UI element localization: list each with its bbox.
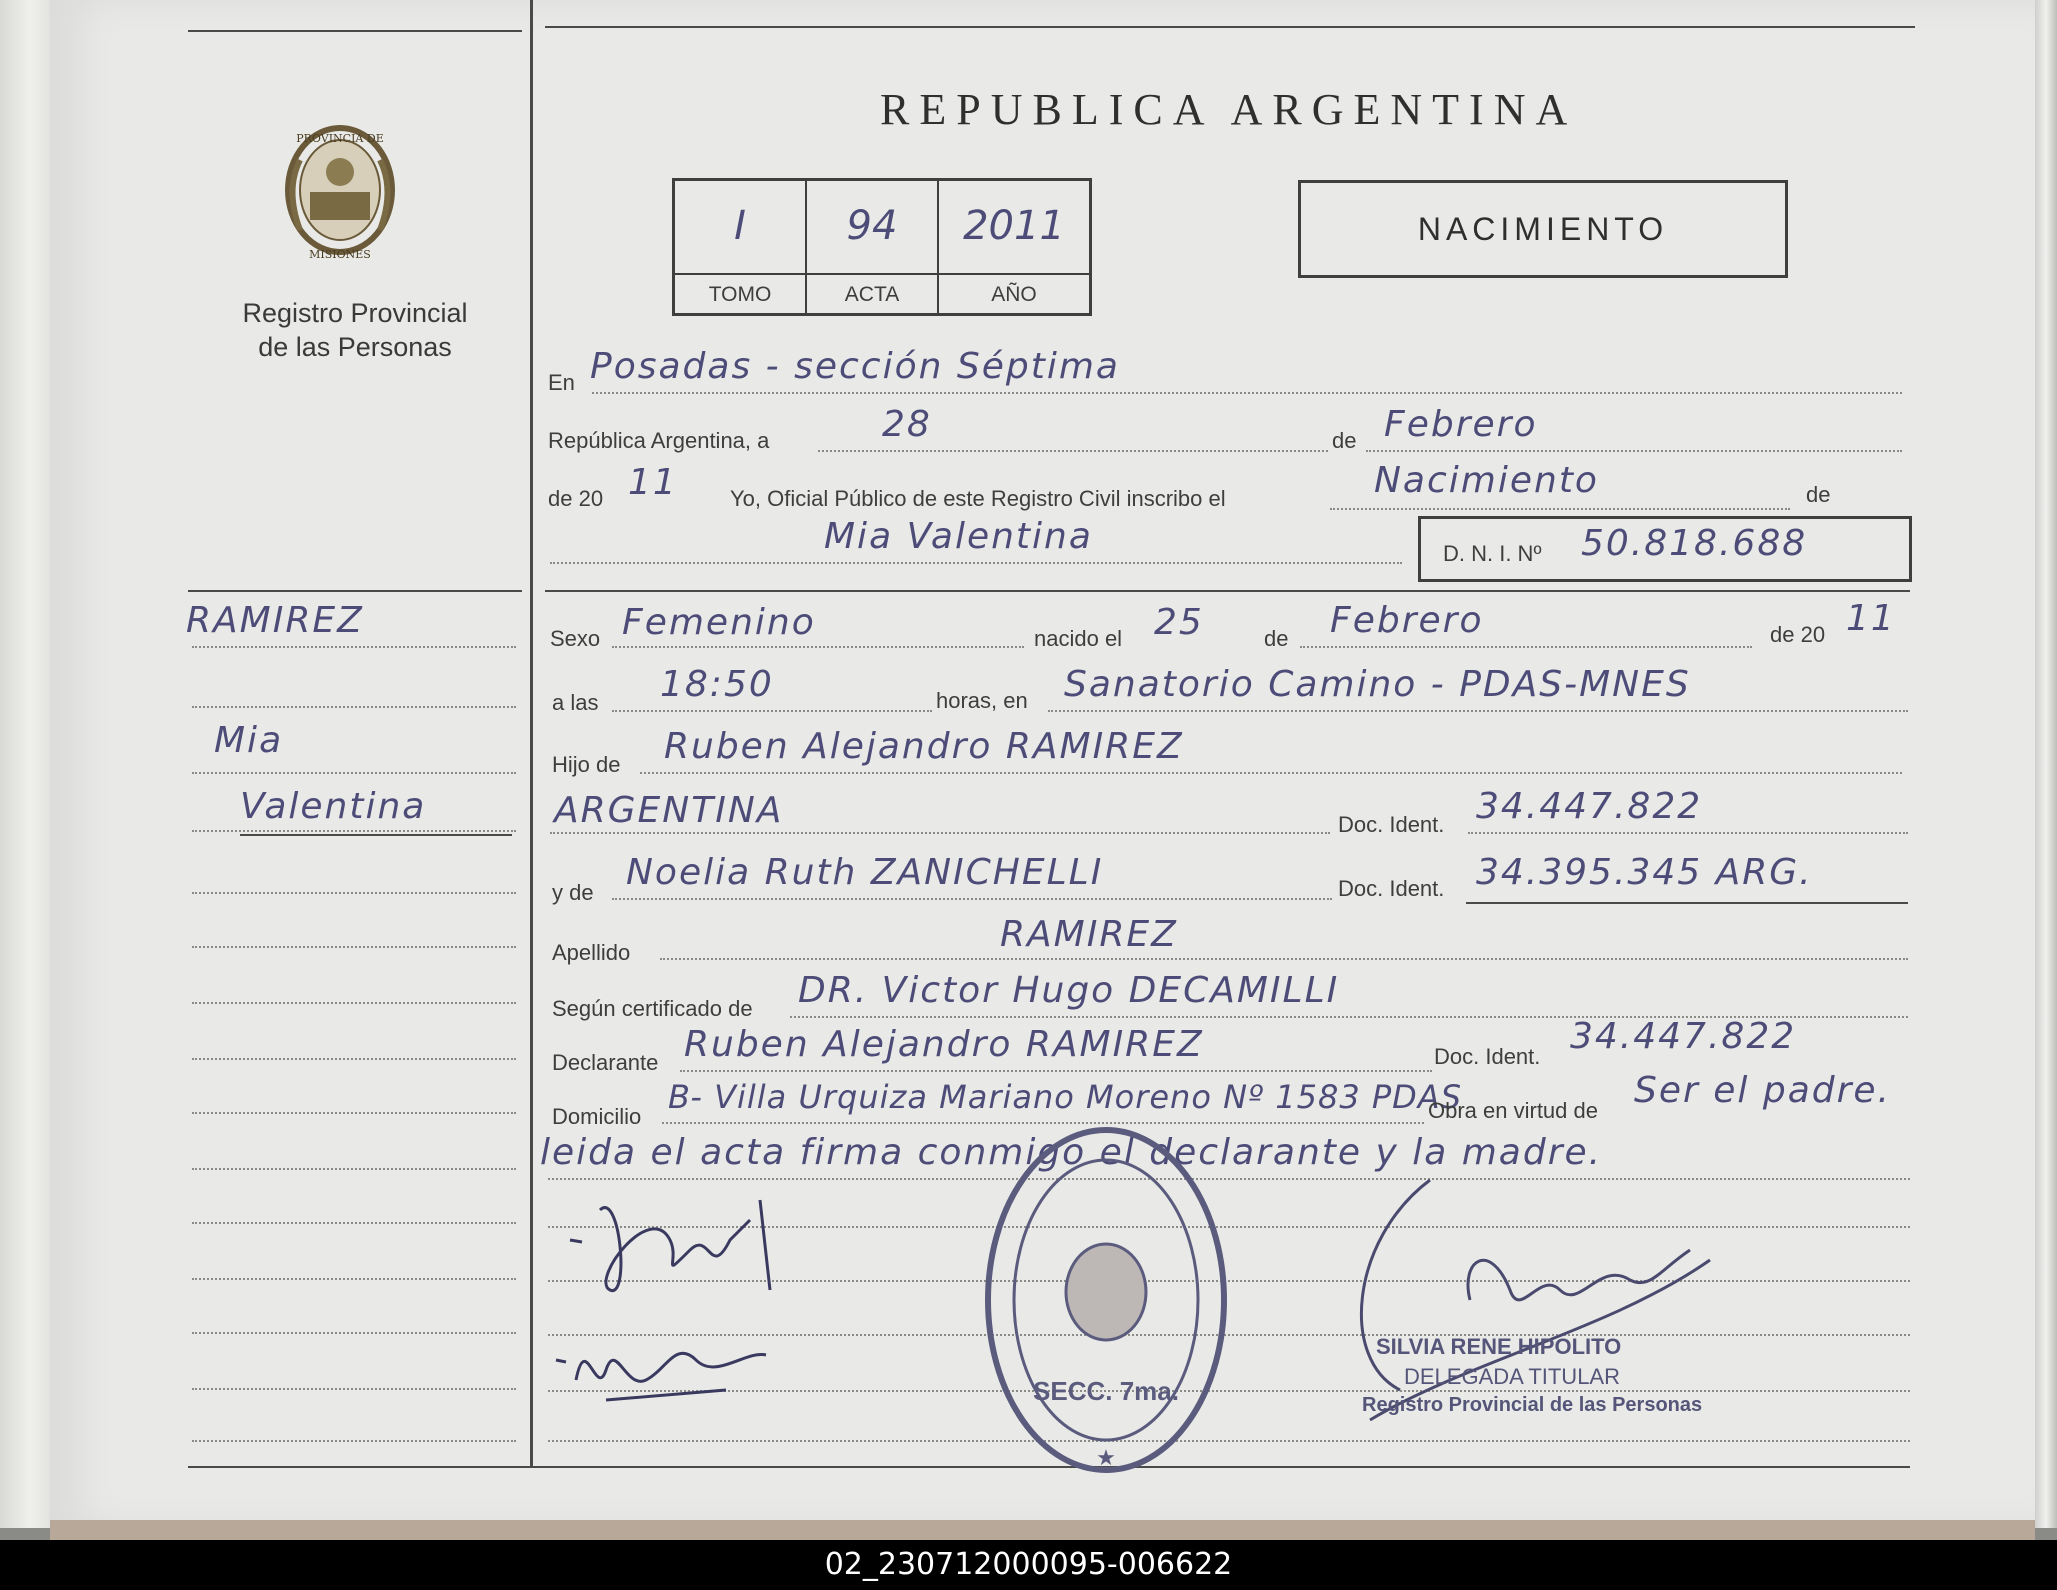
margin-line: [192, 772, 516, 774]
margin-line: [192, 706, 516, 708]
field-line: [1330, 508, 1790, 510]
image-caption: 02_230712000095-006622: [0, 1540, 2057, 1590]
label-domicilio: Domicilio: [552, 1104, 642, 1129]
margin-line: [192, 830, 516, 832]
value-anio-nac: 11: [1846, 598, 1896, 639]
value-dia-nac: 25: [1154, 602, 1204, 643]
ano-value: 2011: [963, 203, 1065, 249]
label-doc-ident-padre: Doc. Ident.: [1338, 812, 1445, 837]
registry-name: [190, 296, 520, 364]
svg-text:★: ★: [1096, 1445, 1116, 1470]
acta-label: ACTA: [807, 273, 939, 315]
label-doc-ident-declarante: Doc. Ident.: [1434, 1044, 1541, 1069]
tomo-value: I: [734, 203, 746, 249]
field-line: [592, 392, 1902, 394]
value-acto: Nacimiento: [1374, 460, 1599, 501]
field-line: [640, 772, 1902, 774]
label-hijo-de: Hijo de: [552, 752, 621, 777]
page-edge: [2035, 0, 2057, 1528]
official-name: SILVIA RENE HIPOLITO: [1376, 1334, 1622, 1359]
margin-line: [192, 646, 516, 648]
margin-name-2: Valentina: [240, 786, 427, 827]
value-apellido: RAMIREZ: [1000, 914, 1178, 955]
value-madre: Noelia Ruth ZANICHELLI: [626, 852, 1104, 893]
label-declarante: Declarante: [552, 1050, 659, 1075]
label-apellido: Apellido: [552, 940, 631, 965]
register-box: [672, 178, 1092, 316]
value-doc-padre: 34.447.822: [1476, 786, 1703, 827]
label-a-las: a las: [552, 690, 599, 715]
label-obra: Obra en virtud de: [1428, 1098, 1598, 1123]
top-rule-right: [545, 26, 1915, 28]
column-divider: [530, 0, 533, 1468]
label-segun: Según certificado de: [552, 996, 753, 1021]
document-type-box: NACIMIENTO: [1298, 180, 1788, 278]
misiones-emblem-icon: [270, 120, 410, 270]
svg-text:PROVINCIA DE: PROVINCIA DE: [296, 132, 384, 145]
official-institution: Registro Provincial de las Personas: [1362, 1394, 1703, 1416]
value-doc-declarante: 34.447.822: [1570, 1016, 1797, 1057]
value-lugar: Posadas - sección Séptima: [590, 346, 1120, 387]
field-line: [550, 562, 1402, 564]
acta-cell: [807, 181, 939, 273]
registry-name-line2: de las Personas: [258, 332, 452, 362]
document-title: REPUBLICA ARGENTINA: [880, 85, 1578, 134]
label-sexo: Sexo: [550, 626, 601, 651]
value-dni: 50.818.688: [1581, 523, 1808, 564]
field-line: [1300, 646, 1752, 648]
value-declarante: Ruben Alejandro RAMIREZ: [684, 1024, 1204, 1065]
margin-line: [192, 1222, 516, 1224]
tomo-cell: [675, 181, 807, 273]
margin-line: [192, 1002, 516, 1004]
value-mes-nac: Febrero: [1330, 600, 1484, 641]
official-role: DELEGADA TITULAR: [1404, 1364, 1620, 1389]
value-domicilio: B- Villa Urquiza Mariano Moreno Nº 1583 PDAS: [668, 1078, 1462, 1116]
label-en: En: [548, 370, 575, 395]
tomo-label: TOMO: [675, 273, 807, 315]
field-line: [680, 1070, 1432, 1072]
margin-line: [192, 1440, 516, 1442]
field-line: [1366, 450, 1902, 452]
margin-line: [192, 1168, 516, 1170]
margin-line: [192, 1112, 516, 1114]
label-dni: D. N. I. Nº: [1443, 541, 1542, 566]
field-underline: [1466, 902, 1908, 904]
label-republica: República Argentina, a: [548, 428, 770, 453]
margin-line: [192, 946, 516, 948]
madre-signature: [546, 1310, 786, 1420]
value-dia: 28: [882, 404, 932, 445]
official-stamp-icon: [976, 1120, 1236, 1480]
top-rule-left: [188, 30, 522, 32]
value-nacionalidad-padre: ARGENTINA: [554, 790, 784, 831]
value-observacion: leida el acta firma conmigo el declarante y la madre.: [540, 1132, 1603, 1173]
value-anio: 11: [628, 462, 678, 503]
ano-cell: [939, 181, 1089, 273]
value-doc-madre: 34.395.345 ARG.: [1476, 852, 1813, 893]
label-doc-ident-madre: Doc. Ident.: [1338, 876, 1445, 901]
value-obra: Ser el padre.: [1634, 1070, 1891, 1111]
value-nombre: Mia Valentina: [824, 516, 1093, 557]
margin-line: [192, 1388, 516, 1390]
label-de20-b: de 20: [1770, 622, 1826, 647]
value-sexo: Femenino: [622, 602, 816, 643]
declarante-signature: [560, 1180, 800, 1310]
label-de20: de 20: [548, 486, 604, 511]
field-line: [612, 646, 1024, 648]
left-section-rule: [188, 590, 522, 592]
value-mes: Febrero: [1384, 404, 1538, 445]
field-line: [660, 958, 1908, 960]
label-de-3: de: [1264, 626, 1289, 651]
margin-line: [192, 1332, 516, 1334]
field-line: [612, 710, 932, 712]
margin-line: [192, 1058, 516, 1060]
margin-line: [192, 892, 516, 894]
value-lugar-nac: Sanatorio Camino - PDAS-MNES: [1064, 664, 1691, 705]
margin-name-1: Mia: [214, 720, 284, 761]
label-horas-en: horas, en: [936, 688, 1028, 713]
field-line: [1048, 710, 1908, 712]
label-y-de: y de: [552, 880, 594, 905]
book-cover-edge: [50, 1520, 2035, 1540]
value-hora: 18:50: [660, 664, 774, 705]
margin-line: [192, 1278, 516, 1280]
ano-label: AÑO: [939, 273, 1089, 315]
svg-text:SECC. 7ma.: SECC. 7ma.: [1033, 1376, 1179, 1406]
label-yo-oficial: Yo, Oficial Público de este Registro Civil inscribo el: [730, 486, 1226, 511]
right-section-rule: [545, 590, 1910, 592]
value-medico: DR. Victor Hugo DECAMILLI: [798, 970, 1340, 1011]
margin-underline: [240, 834, 512, 836]
field-line: [1468, 832, 1908, 834]
dni-box: [1418, 516, 1912, 582]
registry-name-line1: Registro Provincial: [242, 298, 468, 328]
acta-value: 94: [846, 203, 898, 249]
label-de-2: de: [1806, 482, 1831, 507]
field-line: [550, 832, 1330, 834]
label-de-1: de: [1332, 428, 1357, 453]
book-binding: [0, 0, 50, 1528]
value-padre: Ruben Alejandro RAMIREZ: [664, 726, 1184, 767]
margin-surname: RAMIREZ: [186, 600, 364, 641]
label-nacido-el: nacido el: [1034, 626, 1123, 651]
svg-text:MISIONES: MISIONES: [309, 248, 371, 261]
field-line: [818, 450, 1328, 452]
field-line: [612, 898, 1332, 900]
